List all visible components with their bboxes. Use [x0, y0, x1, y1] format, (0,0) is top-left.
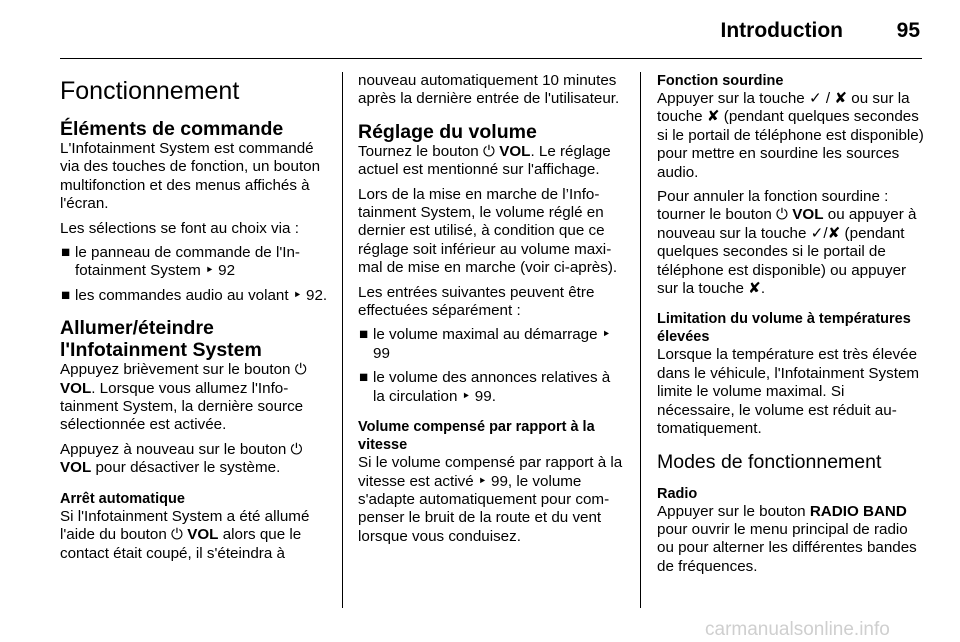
section-title-auto-off: Arrêt automatique [60, 490, 185, 507]
bullet-icon: ■ [61, 286, 71, 304]
column-divider-1 [342, 72, 343, 608]
list-item [358, 369, 626, 406]
paragraph: Appuyer sur le bouton RADIO BAND pour ouvrir le menu principal de radio ou pour alterner les différentes bandes de fréquences. [657, 502, 917, 575]
list-item [358, 326, 626, 363]
paragraph: nouveau automatiquement 10 minutes après la dernière entrée de l'utilisateur. [358, 72, 620, 108]
column-3 [657, 72, 925, 576]
bullet-icon: ■ [61, 244, 71, 262]
list-item [60, 244, 328, 281]
paragraph: Lorsque la température est très élevée dans le véhicule, l'Infotainment System limite le volume maximal. Si nécessaire, le volume est réduit automatiquement. [657, 346, 920, 438]
paragraph: Les sélections se font au choix via : [60, 219, 299, 237]
list-item-text: le volume des annonces relatives à la circulation ‣ 99. [373, 369, 611, 405]
paragraph: Si le volume compensé par rapport à la vitesse est activé ‣ 99, le volume s'adapte automatiquement pour compenser le bruit de la route et du vent lorsque vous conduisez. [358, 454, 623, 545]
header-rule [60, 58, 922, 59]
section-title-on-off: Allumer/éteindre l'Infotainment System [60, 317, 262, 362]
page-number: 95 [896, 19, 920, 42]
page-header [0, 0, 960, 58]
bullet-icon: ■ [359, 369, 369, 387]
paragraph: Appuyer sur la touche ✓ / ✘ ou sur la touche ✘ (pendant quelques secondes si le portail de téléphone est disponible) pour mettre en sourdine les sources audio. [657, 90, 924, 181]
column-1 [60, 72, 328, 563]
paragraph: Lors de la mise en marche de l’Infotainment System, le volume réglé en dernier est utilisé, à condition que ce réglage soit inférieur au volume maximal de mise en marche (voir ci-après). [358, 185, 618, 277]
paragraph: Pour annuler la fonction sourdine : tourner le bouton ⏻ VOL ou appuyer à nouveau sur la touche ✓/✘ (pendant quelques secondes si le portail de téléphone est disponible) ou appuyer sur la touche ✘. [657, 188, 917, 298]
header-title: Introduction [720, 19, 843, 42]
section-title-temp-limit: Limitation du volume à températures élevées [657, 311, 911, 346]
section-title-volume: Réglage du volume [358, 120, 537, 143]
paragraph: Appuyez brièvement sur le bouton ⏻ VOL. Lorsque vous allumez l'Infotainment System, la dernière source sélectionnée est activée. [60, 361, 307, 434]
paragraph: Les entrées suivantes peuvent être effectuées séparément : [358, 283, 595, 320]
column-divider-2 [640, 72, 641, 608]
list-item-text: le volume maximal au démarrage ‣ 99 [373, 326, 611, 362]
list-item [60, 287, 328, 305]
paragraph: Tournez le bouton ⏻ VOL. Le réglage actuel est mentionné sur l'affichage. [358, 142, 611, 179]
paragraph: Appuyez à nouveau sur le bouton ⏻ VOL pour désactiver le système. [60, 440, 303, 477]
paragraph: L'Infotainment System est commandé via des touches de fonction, un bouton multifonction et des menus affichés à l'écran. [60, 140, 321, 213]
page-heading: Fonctionnement [60, 77, 240, 105]
list-item-text: le panneau de commande de l'Infotainment System ‣ 92 [75, 244, 300, 280]
section-title-controls: Éléments de commande [60, 118, 284, 140]
section-title-modes: Modes de fonctionnement [657, 450, 882, 473]
section-title-mute: Fonction sourdine [657, 73, 784, 89]
list-item-text: les commandes audio au volant ‣ 92. [75, 286, 328, 304]
section-title-speed-volume: Volume compensé par rapport à la vitesse [358, 419, 595, 454]
paragraph: Si l'Infotainment System a été allumé l'aide du bouton ⏻ VOL alors que le contact était coupé, il s'éteindra à [60, 507, 310, 562]
bullet-icon: ■ [359, 326, 369, 344]
column-2 [358, 72, 626, 546]
section-title-radio: Radio [657, 485, 698, 502]
watermark: carmanualsonline.info [705, 619, 890, 640]
